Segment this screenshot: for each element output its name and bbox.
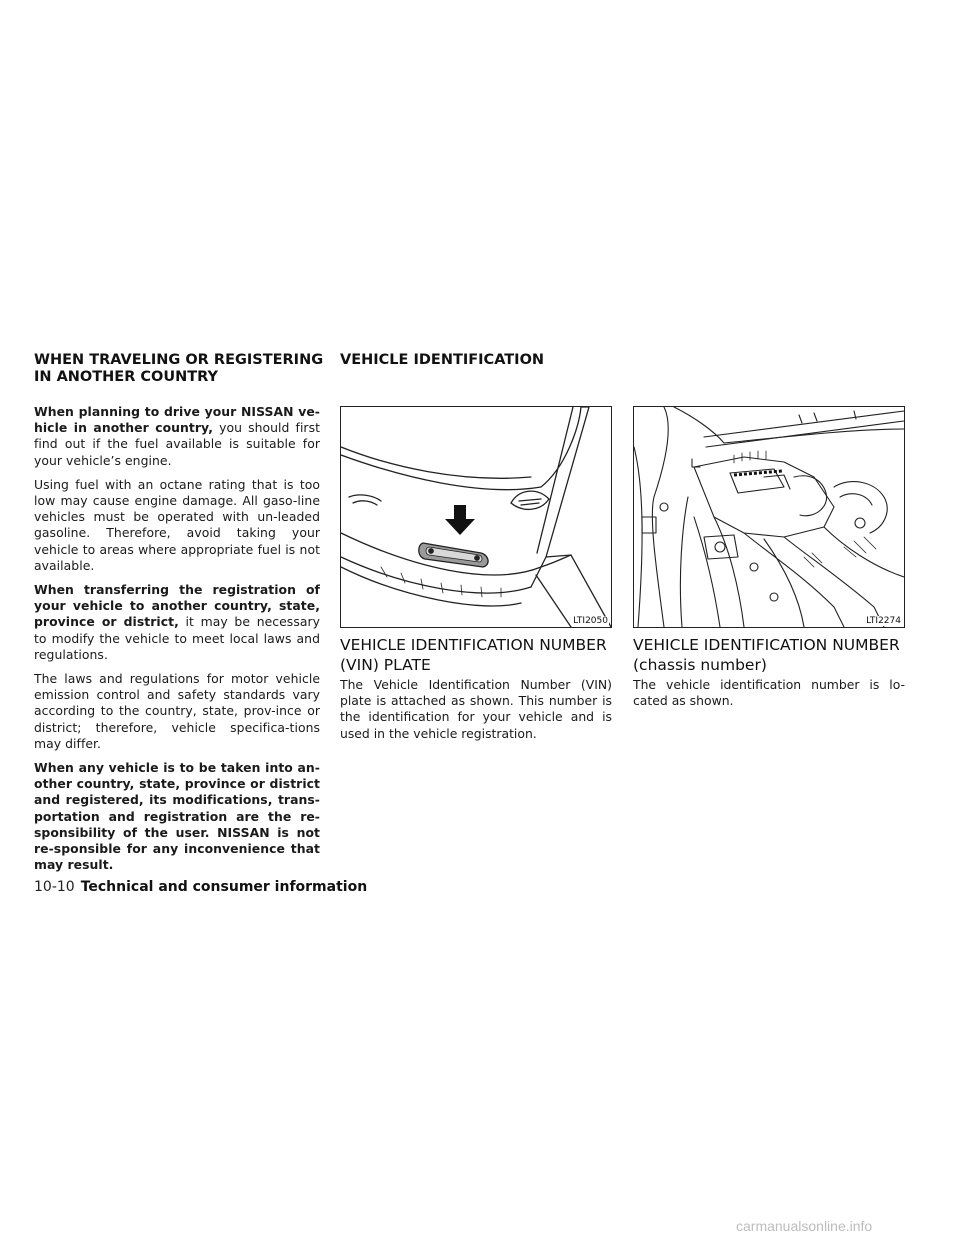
paragraph-registration: When transferring the registration of your vehicle to another country, state, province or district, it may be necessary to modify the vehicle to meet local laws and regulations. [34,582,320,662]
arrow-down-icon [445,505,475,535]
chassis-number-figure [633,406,905,628]
page-footer [34,876,367,895]
chassis-number-body: The vehicle identification number is lo-cated as shown. [633,677,905,709]
paragraph-regulations: The laws and regulations for motor vehicle emission control and safety standards vary according to the country, state, prov-ince or district; therefore, vehicle specifica-tions may differ. [34,671,320,751]
vin-plate-illustration [341,407,611,627]
paragraph-responsibility: When any vehicle is to be taken into an-other country, state, province or district and registered, its modifications, trans-portation and registration are the re-sponsibility of the user. NISSAN is not re-sponsible for any inconvenience that may result. [34,760,320,873]
chassis-number-subheading: VEHICLE IDENTIFICATION NUMBER (chassis number) [633,636,900,674]
middle-section-heading: VEHICLE IDENTIFICATION [340,352,545,368]
vin-plate-subheading: VEHICLE IDENTIFICATION NUMBER (VIN) PLATE [340,636,607,674]
paragraph-octane: Using fuel with an octane rating that is too low may cause engine damage. All gaso-line vehicles must be operated with un-leaded gasoline. Therefore, avoid taking your vehicle to areas where appropriate fuel is not available. [34,476,320,573]
figure-code: LTI2274 [866,616,901,626]
paragraph-fuel: When planning to drive your NISSAN ve-hicle in another country, you should first find out if the fuel available is suitable for your vehicle’s engine. [34,404,320,468]
page-number: 10-10 [34,879,75,895]
engine-bay-illustration [634,407,904,627]
left-heading-line1: WHEN TRAVELING OR REGISTERING [34,352,324,368]
figure-code: LTI2050 [573,616,608,626]
watermark: carmanualsonline.info [736,1218,873,1234]
left-section-heading [34,352,324,386]
chapter-title: Technical and consumer information [80,879,368,895]
left-column-text [34,404,320,881]
vin-plate-figure [340,406,612,628]
left-heading-line2: IN ANOTHER COUNTRY [34,369,219,385]
vin-plate-body: The Vehicle Identification Number (VIN) plate is attached as shown. This number is the identification for your vehicle and is used in the vehicle registration. [340,677,612,741]
